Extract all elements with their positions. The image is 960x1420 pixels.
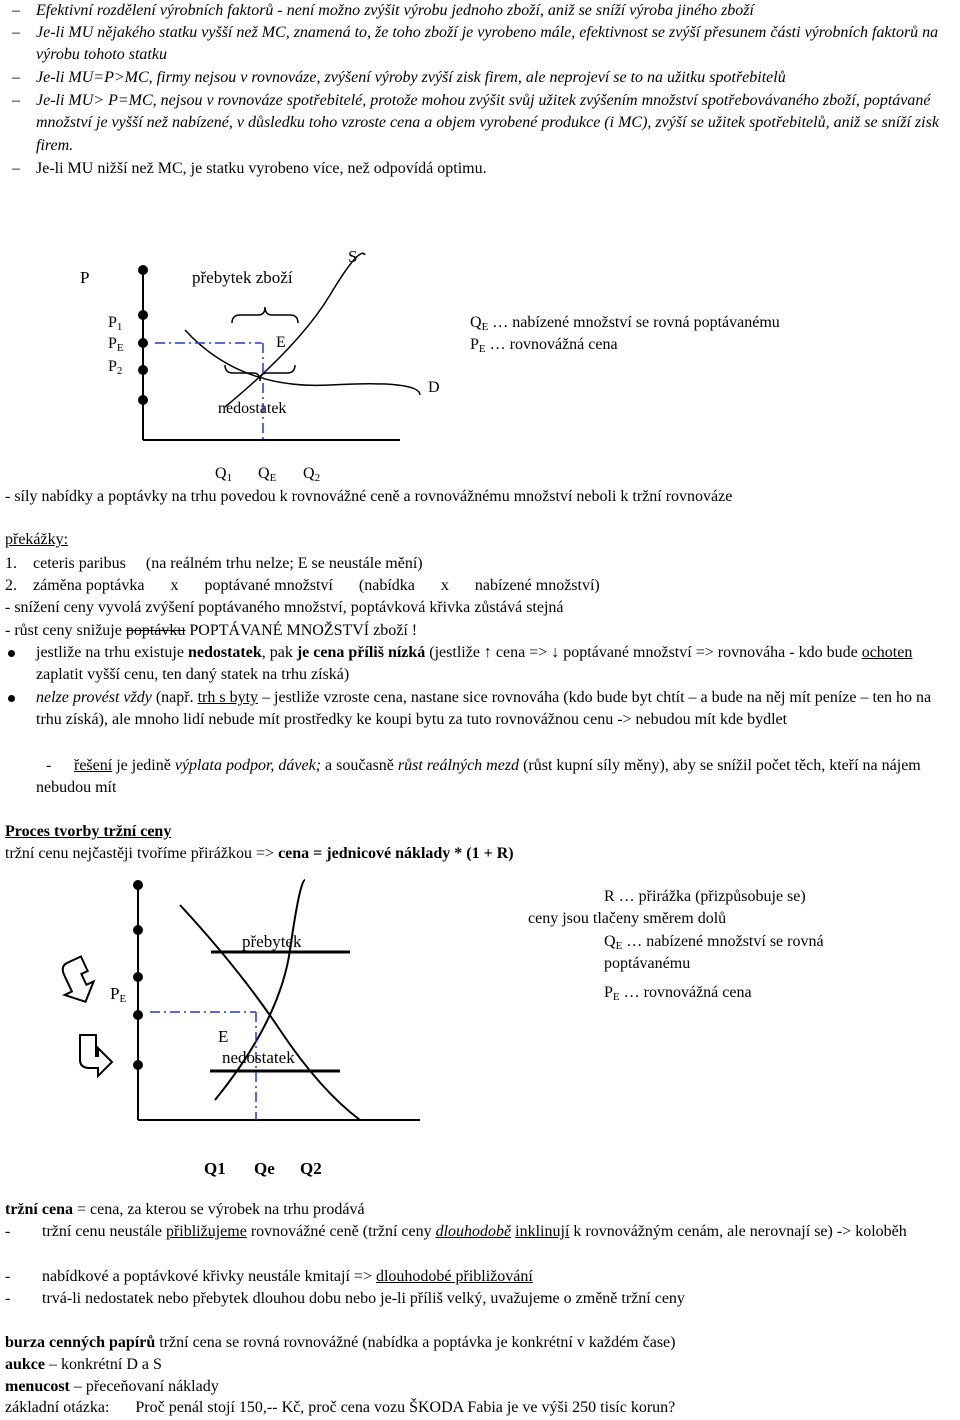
supply-label: S [348,247,358,266]
price-axis-label: P [80,268,90,287]
pe-label: $P_E$ [110,984,127,1005]
equilibrium-label: E [218,1027,229,1046]
obstacles-title: překážky: [5,531,69,548]
axis-dot [133,1010,143,1020]
basic-question: základní otázka: Proč penál stojí 150,-- Kč, proč cena vozu ŠKODA Fabia je ve výši 250 tisíc korun? [5,1399,676,1416]
obstacle-2: 2. záměna poptávka x poptávané množství (nabídka x nabízené množství) [5,577,600,594]
stock-exchange-text: burza cenných papírů tržní cena se rovná rovnovážné (nabídka a poptávka je konkrétní v každém čase) [5,1334,676,1351]
pushed-down-text: ceny jsou tlačeny směrem dolů [528,910,727,927]
market-item-1: tržní cenu neustále přibližujeme rovnovážné ceně (tržní ceny dlouhodobě inklinují k rovnovážným cenám, ale nerovnají se) -> koloběh [42,1223,907,1240]
price-decrease-text: - snížení ceny vyvolá zvýšení poptávaného množství, poptávková křivka zůstává stejná [5,599,564,616]
pe-label: $P_E$ [108,335,124,354]
equilibrium-label: E [276,334,286,351]
axis-dot [138,365,148,375]
axis-dot [133,972,143,982]
axis-dot [138,265,148,275]
process-title: Proces tvorby tržní ceny [5,823,172,840]
menucost-text: menucost – přeceňovaní náklady [5,1378,219,1395]
market-item-2: nabídkové a poptávkové křivky neustále kmitají => dlouhodobé přibližování [42,1268,533,1285]
curved-arrow-icon [53,956,100,1008]
legend-pe: $P_E$ … rovnovážná cena [604,984,752,1003]
q2-label: $Q_2$ [303,465,321,484]
legend-qe: $Q_E$ … nabízené množství se rovná [604,933,824,952]
forces-text: - síly nabídky a poptávky na trhu povedou k rovnovážné ceně a rovnovážnému množství neboli k tržní rovnováze [5,488,733,505]
market-price-def: tržní cena = cena, za kterou se výrobek na trhu prodává [5,1201,365,1218]
q2-label: Q2 [300,1159,322,1178]
q1-label: Q1 [204,1159,226,1178]
obstacle-1: 1. ceteris paribus (na reálném trhu nelze; E se neustále mění) [5,555,423,572]
list-dash: - [5,1268,11,1285]
process-formula: tržní cenu nejčastěji tvoříme přirážkou => cena = jednicové náklady * (1 + R) [5,845,514,862]
demand-label: D [428,379,440,396]
p2-label: $P_2$ [108,358,123,377]
list-dash: - [5,1290,11,1307]
list-dash: - [5,1223,11,1240]
price-formation-chart [0,870,960,1160]
market-item-3: trvá-li nedostatek nebo přebytek dlouhou dobu nebo je-li příliš velký, uvažujeme o změně tržní ceny [42,1290,685,1307]
demand-curve [185,330,420,395]
auction-text: aukce – konkrétní D a S [5,1356,162,1373]
axis-dot [133,1060,143,1070]
axis-dot [138,310,148,320]
shortage-label: nedostatek [222,1048,295,1067]
q1-label: $Q_1$ [215,465,233,484]
markup-text: R … přirážka (přizpůsobuje se) [604,888,806,905]
price-increase-text: - růst ceny snižuje poptávku POPTÁVANÉ MNOŽSTVÍ zboží ! [5,622,418,639]
curved-arrow-icon [80,1035,112,1076]
axis-dot [138,395,148,405]
supply-demand-chart [0,235,960,495]
axis-dot [138,338,148,348]
solution-text: - řešení je jedině výplata podpor, dávek; a současně růst reálných mezd (růst kupní síly měny), aby se snížil počet těch, kteří na nájem nebudou mít [36,757,921,797]
shortage-label: nedostatek [218,400,287,417]
p1-label: $P_1$ [108,314,123,333]
legend-pe: $P_E$ … rovnovážná cena [470,336,618,355]
surplus-label: přebytek [242,932,302,951]
qe-label: $Q_E$ [258,465,277,484]
axis-dot [133,925,143,935]
surplus-label: přebytek zboží [192,268,293,287]
surplus-brace [232,307,298,323]
legend-qe-cont: poptávanému [604,955,691,972]
qe-label: Qe [254,1159,275,1178]
legend-qe: $Q_E$ … nabízené množství se rovná poptávanému [470,314,780,333]
axis-dot [133,880,143,890]
